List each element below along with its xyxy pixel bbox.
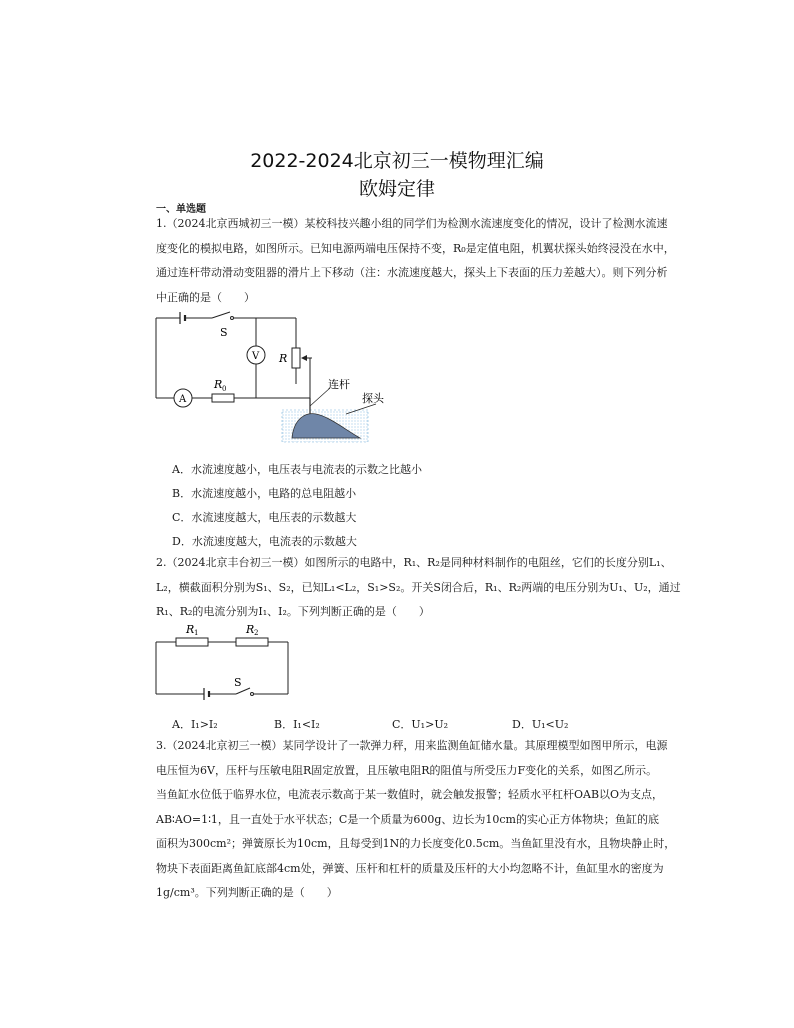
- question-1-option-b[interactable]: B．水流速度越小，电路的总电阻越小: [172, 487, 357, 500]
- question-1-line: 1.（2024北京西城初三一模）某校科技兴趣小组的同学们为检测水流速度变化的情况，设计了检测水流速: [156, 217, 668, 230]
- question-3-line: 当鱼缸水位低于临界水位，电流表示数高于某一数值时，就会触发报警；轻质水平杠杆OAB以O为支点，: [156, 788, 664, 801]
- resistor-r1-subscript: 1: [194, 629, 199, 637]
- switch-contact: [231, 317, 234, 320]
- question-1-line: 度变化的模拟电路，如图所示。已知电源两端电压保持不变，R₀是定值电阻，机翼状探头始终浸没在水中，: [156, 241, 675, 255]
- question-3-line: 3.（2024北京初三一模）某同学设计了一款弹力秤，用来监测鱼缸储水量。其原理模型如图甲所示，电源: [156, 739, 668, 752]
- question-1-circuit-diagram: [150, 306, 400, 446]
- question-2-stem: [156, 551, 716, 625]
- resistor-r0-label: R: [214, 378, 223, 391]
- resistor-r2-icon: [236, 638, 268, 646]
- rheostat-label: R: [279, 352, 288, 365]
- probe-label: 探头: [362, 392, 384, 405]
- question-1-line: 中正确的是（ ）: [156, 290, 255, 304]
- question-3-line: 1g/cm³。下列判断正确的是（ ）: [156, 886, 338, 899]
- switch-contact: [251, 693, 254, 696]
- question-2-line: 2.（2024北京丰台初三一模）如图所示的电路中，R₁、R₂是同种材料制作的电阻丝，它们的长度分别L₁、: [156, 556, 672, 569]
- question-1-stem: [156, 212, 716, 310]
- resistor-r0-icon: [212, 394, 234, 402]
- voltmeter-label: V: [252, 351, 260, 362]
- question-2-line: R₁、R₂的电流分别为I₁、I₂。下列判断正确的是（ ）: [156, 605, 430, 618]
- question-2-option-b[interactable]: B．I₁<I₂: [274, 718, 320, 731]
- resistor-r0-subscript: 0: [222, 385, 227, 393]
- resistor-r1-label: R: [186, 623, 195, 636]
- question-1-option-a[interactable]: A．水流速度越小，电压表与电流表的示数之比越小: [172, 463, 422, 476]
- question-1-line: 通过连杆带动滑动变阻器的滑片上下移动（注：水流速度越大，探头上下表面的压力差越大）。则下列分析: [156, 266, 668, 279]
- document-subtitle: 欧姆定律: [358, 178, 435, 200]
- question-2-circuit-diagram: [150, 620, 300, 702]
- resistor-r2-subscript: 2: [254, 629, 259, 637]
- question-3-line: AB∶AO=1∶1，且一直处于水平状态；C是一个质量为600g、边长为10cm的实心正方体物块；鱼缸的底: [156, 812, 659, 826]
- resistor-r2-label: R: [246, 623, 255, 636]
- question-3-line: 面积为300cm²；弹簧原长为10cm，且每受到1N的力长度变化0.5cm。当鱼缸里没有水，且物块静止时，: [156, 837, 676, 850]
- lever-label: 连杆: [328, 378, 350, 391]
- question-2-line: L₂，横截面积分别为S₁、S₂，已知L₁<L₂，S₁>S₂。开关S闭合后，R₁、R₂两端的电压分别为U₁、U₂，通过: [156, 580, 681, 594]
- question-3-stem: [156, 734, 716, 906]
- question-2-option-c[interactable]: C．U₁>U₂: [392, 718, 448, 731]
- switch-label: S: [220, 326, 228, 339]
- question-2-option-a[interactable]: A．I₁>I₂: [172, 718, 218, 731]
- question-1-option-c[interactable]: C．水流速度越大，电压表的示数越大: [172, 511, 357, 524]
- question-3-line: 物块下表面距离鱼缸底部4cm处，弹簧、压杆和杠杆的质量及压杆的大小均忽略不计，鱼缸里水的密度为: [156, 861, 664, 875]
- question-1-option-d[interactable]: D．水流速度越大，电流表的示数越大: [172, 535, 357, 548]
- question-3-line: 电压恒为6V，压杆与压敏电阻R固定放置，且压敏电阻R的阻值与所受压力F变化的关系，如图乙所示。: [156, 763, 658, 777]
- question-2-option-d[interactable]: D．U₁<U₂: [512, 718, 569, 731]
- document-title: 2022-2024北京初三一模物理汇编: [250, 150, 544, 172]
- switch-label: S: [234, 676, 242, 689]
- rheostat-icon: [292, 348, 300, 368]
- ammeter-label: A: [179, 394, 187, 405]
- resistor-r1-icon: [176, 638, 208, 646]
- section-heading: 一、单选题: [156, 204, 206, 215]
